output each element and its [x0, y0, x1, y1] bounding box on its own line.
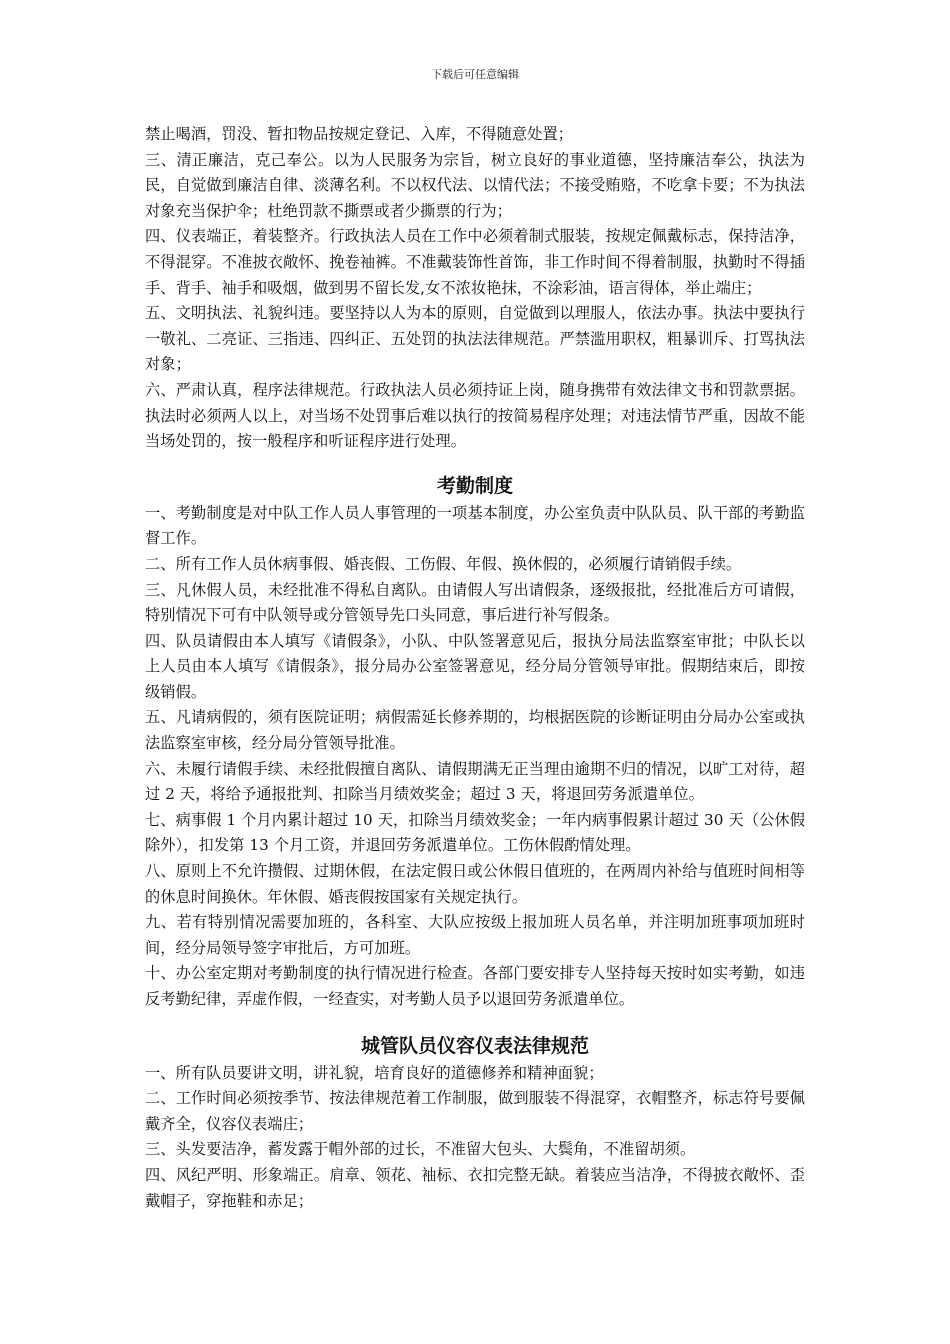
section-appearance-rules [145, 1031, 805, 1215]
section-conduct-rules [145, 122, 805, 455]
section-title: 考勤制度 [436, 474, 513, 497]
paragraph: 四、队员请假由本人填写《请假条》，小队、中队签署意见后，报执分局法监察室审批；中队长以上人员由本人填写《请假条》，报分局办公室签署意见，经分局分管领导审批。假期结束后，即按级销假。 [145, 631, 805, 701]
paragraph: 三、头发要洁净，蓄发露于帽外部的过长，不准留大包头、大鬓角，不准留胡须。 [145, 1140, 696, 1159]
paragraph: 一、考勤制度是对中队工作人员人事管理的一项基本制度，办公室负责中队队员、队干部的考勤监督工作。 [145, 503, 805, 548]
paragraph: 九、若有特别情况需要加班的，各科室、大队应按级上报加班人员名单，并注明加班事项加班时间，经分局领导签字审批后，方可加班。 [145, 913, 805, 957]
paragraph: 十、办公室定期对考勤制度的执行情况进行检查。各部门要安排专人坚持每天按时如实考勤，如违反考勤纪律，弄虚作假，一经查实，对考勤人员予以退回劳务派遣单位。 [145, 964, 805, 1008]
paragraph: 一、所有队员要讲文明，讲礼貌，培育良好的道德修养和精神面貌； [145, 1063, 604, 1082]
paragraph: 四、风纪严明、形象端正。肩章、领花、袖标、衣扣完整无缺。着装应当洁净，不得披衣敞怀、歪戴帽子，穿拖鞋和赤足； [145, 1165, 805, 1210]
header-note: 下载后可任意编辑 [431, 68, 519, 81]
paragraph: 三、凡休假人员，未经批准不得私自离队。由请假人写出请假条，逐级报批，经批准后方可请假，特别情况下可有中队领导或分管领导先口头同意，事后进行补写假条。 [145, 580, 805, 625]
paragraph: 六、严肃认真，程序法律规范。行政执法人员必须持证上岗，随身携带有效法律文书和罚款票据。执法时必须两人以上，对当场不处罚事后难以执行的按简易程序处理；对违法情节严重，因故不能当场处罚的，按一般程序和听证程序进行处理。 [145, 380, 805, 451]
paragraph: 四、仪表端正，着装整齐。行政执法人员在工作中必须着制式服装，按规定佩戴标志，保持洁净，不得混穿。不准披衣敞怀、挽卷袖裤。不准戴装饰性首饰，非工作时间不得着制服，执勤时不得插手、背手、袖手和吸烟，做到男不留长发,女不浓妆艳抹，不涂彩油，语言得体，举止端庄； [145, 227, 805, 297]
document-body [145, 122, 805, 1214]
section-attendance [145, 471, 805, 1013]
paragraph: 二、工作时间必须按季节、按法律规范着工作制服，做到服装不得混穿，衣帽整齐，标志符号要佩戴齐全，仪容仪表端庄； [145, 1089, 805, 1133]
paragraph: 八、原则上不允许攒假、过期休假，在法定假日或公休假日值班的，在两周内补给与值班时间相等的休息时间换休。年休假、婚丧假按国家有关规定执行。 [145, 862, 805, 906]
paragraph: 五、凡请病假的，须有医院证明；病假需延长修养期的，均根据医院的诊断证明由分局办公室或执法监察室审核，经分局分管领导批准。 [145, 708, 805, 753]
paragraph: 三、清正廉洁，克己奉公。以为人民服务为宗旨，树立良好的事业道德，坚持廉洁奉公，执法为民，自觉做到廉洁自律、淡薄名利。不以权代法、以情代法；不接受贿赂，不吃拿卡要；不为执法对象充当保护伞；杜绝罚款不撕票或者少撕票的行为； [145, 150, 805, 220]
paragraph: 六、未履行请假手续、未经批假擅自离队、请假期满无正当理由逾期不归的情况，以旷工对待，超过 2 天，将给予通报批判、扣除当月绩效奖金；超过 3 天，将退回劳务派遣单位。 [145, 759, 805, 804]
section-title: 城管队员仪容仪表法律规范 [360, 1034, 589, 1057]
paragraph: 二、所有工作人员休病事假、婚丧假、工伤假、年假、换休假的，必须履行请销假手续。 [145, 554, 742, 573]
paragraph: 五、文明执法、礼貌纠违。要坚持以人为本的原则，自觉做到以理服人，依法办事。执法中要执行一敬礼、二亮证、三指违、四纠正、五处罚的执法法律规范。严禁滥用职权，粗暴训斥、打骂执法对象； [145, 304, 805, 374]
paragraph: 七、病事假 1 个月内累计超过 10 天，扣除当月绩效奖金；一年内病事假累计超过 30 天（公休假除外），扣发第 13 个月工资，并退回劳务派遣单位。工伤休假酌情处理。 [145, 810, 805, 855]
paragraph: 禁止喝酒，罚没、暂扣物品按规定登记、入库，不得随意处置； [145, 125, 574, 143]
